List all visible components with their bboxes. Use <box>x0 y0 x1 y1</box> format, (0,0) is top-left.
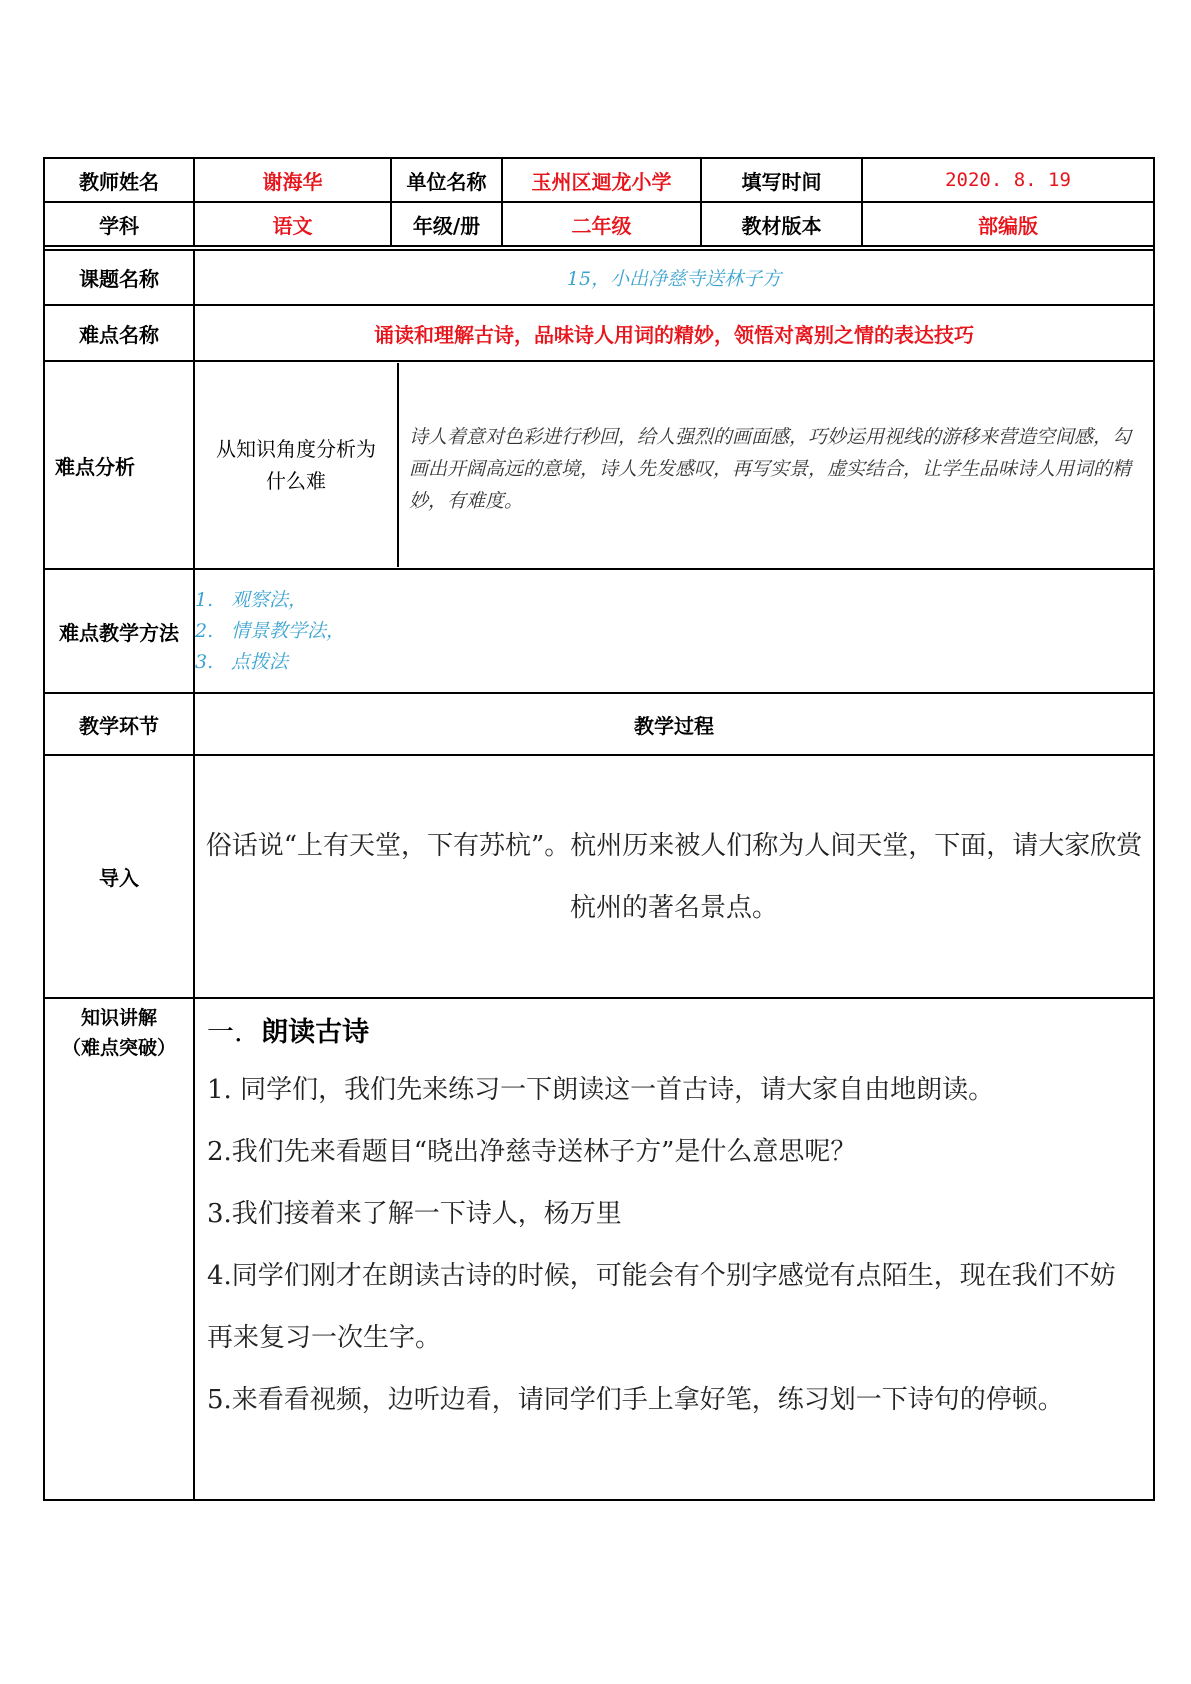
knowledge-item: 2.我们先来看题目“晓出净慈寺送林子方”是什么意思呢？ <box>207 1137 857 1167</box>
section-heading <box>207 1007 1141 1059</box>
lesson-plan-sheet <box>43 157 1153 1501</box>
date-value: 2020. 8. 19 <box>862 158 1154 202</box>
methods-row <box>44 569 1154 693</box>
methods-label: 难点教学方法 <box>44 569 194 693</box>
knowledge-item: 5.来看看视频，边听边看，请同学们手上拿好笔，练习划一下诗句的停顿。 <box>207 1385 1064 1415</box>
difficulty-row <box>44 305 1154 361</box>
grade-label: 年级/册 <box>391 202 502 246</box>
subject-label: 学科 <box>44 202 194 246</box>
intro-row <box>44 755 1154 998</box>
knowledge-row <box>44 998 1154 1500</box>
process-label: 教学过程 <box>194 693 1154 755</box>
knowledge-label-line1: 知识讲解 <box>80 1007 157 1029</box>
process-header-row <box>44 693 1154 755</box>
section-title: 朗读古诗 <box>261 1017 370 1048</box>
teacher-value: 谢海华 <box>194 158 391 202</box>
knowledge-item: 4.同学们刚才在朗读古诗的时候，可能会有个别字感觉有点陌生，现在我们不妨再来复习一次生字。 <box>207 1261 1116 1353</box>
intro-text: 俗话说“上有天堂，下有苏杭”。杭州历来被人们称为人间天堂，下面，请大家欣赏杭州的著名景点。 <box>194 755 1154 998</box>
knowledge-label <box>44 998 194 1500</box>
grade-value: 二年级 <box>502 202 701 246</box>
knowledge-content <box>194 998 1154 1500</box>
analysis-cell <box>194 361 1154 569</box>
difficulty-label: 难点名称 <box>44 305 194 361</box>
method-item: 1. 观察法， <box>195 588 308 611</box>
difficulty-value: 诵读和理解古诗，品味诗人用词的精妙，领悟对离别之情的表达技巧 <box>194 305 1154 361</box>
section-number: 一. <box>207 1017 243 1048</box>
knowledge-item: 1. 同学们，我们先来练习一下朗读这一首古诗，请大家自由地朗读。 <box>207 1075 995 1105</box>
topic-value: 15，小出净慈寺送林子方 <box>194 250 1154 305</box>
header-row-2 <box>44 202 1154 246</box>
topic-label: 课题名称 <box>44 250 194 305</box>
analysis-text: 诗人着意对色彩进行秒回，给人强烈的画面感，巧妙运用视线的游移来营造空间感，勾画出开阔高远的意境，诗人先发感叹，再写实景，虚实结合，让学生品味诗人用词的精妙，有难度。 <box>409 426 1132 512</box>
analysis-inner <box>195 363 1153 567</box>
unit-value: 玉州区迴龙小学 <box>502 158 701 202</box>
teacher-label: 教师姓名 <box>44 158 194 202</box>
analysis-sublabel: 从知识角度分析为什么难 <box>195 363 399 567</box>
intro-label: 导入 <box>44 755 194 998</box>
methods-list <box>194 569 1154 693</box>
knowledge-item: 3.我们接着来了解一下诗人，杨万里 <box>207 1199 622 1229</box>
date-label: 填写时间 <box>701 158 862 202</box>
lesson-plan-table <box>43 157 1155 1501</box>
topic-row <box>44 250 1154 305</box>
stage-label: 教学环节 <box>44 693 194 755</box>
unit-label: 单位名称 <box>391 158 502 202</box>
knowledge-label-line2: （难点突破） <box>61 1037 176 1059</box>
method-item: 3. 点拨法 <box>195 650 289 673</box>
method-item: 2. 情景教学法， <box>195 619 346 642</box>
analysis-label: 难点分析 <box>44 361 194 569</box>
header-row-1 <box>44 158 1154 202</box>
analysis-row <box>44 361 1154 569</box>
edition-label: 教材版本 <box>701 202 862 246</box>
subject-value: 语文 <box>194 202 391 246</box>
edition-value: 部编版 <box>862 202 1154 246</box>
